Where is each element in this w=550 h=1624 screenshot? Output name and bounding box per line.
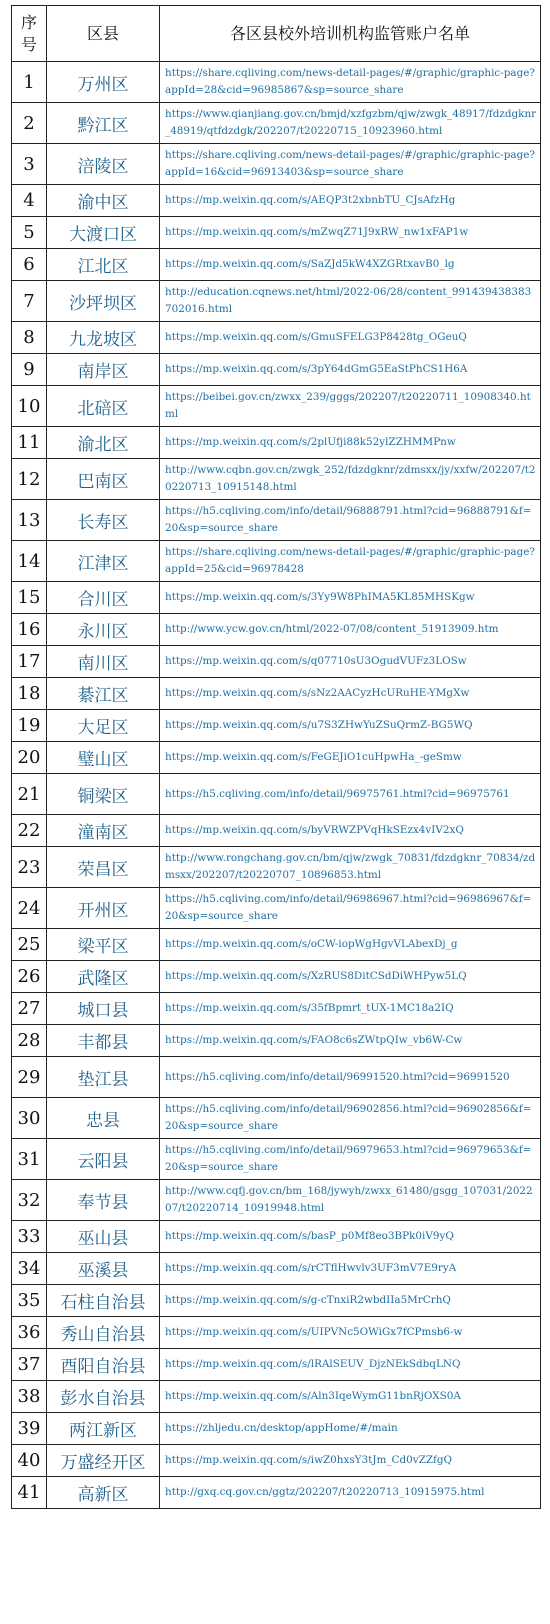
supervision-account-table-container [11,5,540,1509]
account-link[interactable]: https://h5.cqliving.com/info/detail/96991520.html?cid=96991520 [160,1057,541,1098]
table-row [12,742,541,774]
table-row [12,249,541,281]
table-row [12,500,541,541]
account-link[interactable]: https://mp.weixin.qq.com/s/q07710sU3OgudVUFz3LOSw [160,646,541,678]
table-row [12,1221,541,1253]
row-number: 23 [12,847,47,888]
district-name: 梁平区 [47,929,160,961]
table-row [12,710,541,742]
district-name: 丰都县 [47,1025,160,1057]
row-number: 38 [12,1381,47,1413]
district-name: 江北区 [47,249,160,281]
header-list: 各区县校外培训机构监管账户名单 [160,6,541,62]
table-row [12,1445,541,1477]
row-number: 22 [12,815,47,847]
table-row [12,582,541,614]
row-number: 29 [12,1057,47,1098]
district-name: 北碚区 [47,386,160,427]
account-link[interactable]: https://mp.weixin.qq.com/s/oCW-iopWgHgvVLAbexDj_g [160,929,541,961]
row-number: 18 [12,678,47,710]
district-name: 巫溪县 [47,1253,160,1285]
district-name: 沙坪坝区 [47,281,160,322]
table-row [12,459,541,500]
table-row [12,427,541,459]
account-link[interactable]: https://mp.weixin.qq.com/s/Aln3IqeWymG11bnRjOXS0A [160,1381,541,1413]
row-number: 40 [12,1445,47,1477]
district-name: 奉节县 [47,1180,160,1221]
account-link[interactable]: https://h5.cqliving.com/info/detail/96902856.html?cid=96902856&f=20&sp=source_share [160,1098,541,1139]
district-name: 长寿区 [47,500,160,541]
table-row [12,1317,541,1349]
district-name: 巫山县 [47,1221,160,1253]
table-row [12,386,541,427]
district-name: 垫江县 [47,1057,160,1098]
account-link[interactable]: http://www.cqfj.gov.cn/bm_168/jywyh/zwxx_61480/gsgg_107031/202207/t20220714_10919948.html [160,1180,541,1221]
district-name: 万州区 [47,62,160,103]
table-row [12,354,541,386]
table-row [12,1057,541,1098]
account-link[interactable]: https://zhljedu.cn/desktop/appHome/#/main [160,1413,541,1445]
district-name: 两江新区 [47,1413,160,1445]
account-link[interactable]: https://mp.weixin.qq.com/s/2plUfji88k52ylZZHMMPnw [160,427,541,459]
account-link[interactable]: https://mp.weixin.qq.com/s/iwZ0hxsY3tJm_Cd0vZZfgQ [160,1445,541,1477]
table-row [12,1349,541,1381]
row-number: 25 [12,929,47,961]
account-link[interactable]: https://mp.weixin.qq.com/s/lRAlSEUV_DjzNEkSdbqLNQ [160,1349,541,1381]
row-number: 28 [12,1025,47,1057]
row-number: 36 [12,1317,47,1349]
table-body [12,62,541,1509]
district-name: 石柱自治县 [47,1285,160,1317]
row-number: 12 [12,459,47,500]
table-row [12,1180,541,1221]
district-name: 万盛经开区 [47,1445,160,1477]
row-number: 10 [12,386,47,427]
account-link[interactable]: https://share.cqliving.com/news-detail-pages/#/graphic/graphic-page?appId=28&cid=96985867&sp=source_share [160,62,541,103]
district-name: 合川区 [47,582,160,614]
account-link[interactable]: https://mp.weixin.qq.com/s/sNz2AACyzHcURuHE-YMgXw [160,678,541,710]
table-row [12,646,541,678]
account-link[interactable]: http://education.cqnews.net/html/2022-06/28/content_991439438383702016.html [160,281,541,322]
row-number: 4 [12,185,47,217]
district-name: 武隆区 [47,961,160,993]
district-name: 巴南区 [47,459,160,500]
table-row [12,1413,541,1445]
table-row [12,103,541,144]
row-number: 8 [12,322,47,354]
account-link[interactable]: https://mp.weixin.qq.com/s/u7S3ZHwYuZSuQrmZ-BG5WQ [160,710,541,742]
table-row [12,1025,541,1057]
account-link[interactable]: https://mp.weixin.qq.com/s/GmuSFELG3P8428tg_OGeuQ [160,322,541,354]
table-row [12,847,541,888]
district-name: 江津区 [47,541,160,582]
account-link[interactable]: https://mp.weixin.qq.com/s/35fBpmrt_tUX-1MC18a2IQ [160,993,541,1025]
table-row [12,217,541,249]
table-row [12,1139,541,1180]
district-name: 大渡口区 [47,217,160,249]
district-name: 永川区 [47,614,160,646]
row-number: 20 [12,742,47,774]
table-row [12,322,541,354]
district-name: 璧山区 [47,742,160,774]
account-link[interactable]: https://h5.cqliving.com/info/detail/96975761.html?cid=96975761 [160,774,541,815]
table-row [12,185,541,217]
row-number: 21 [12,774,47,815]
district-name: 黔江区 [47,103,160,144]
account-link[interactable]: http://www.cqbn.gov.cn/zwgk_252/fdzdgknr/zdmsxx/jy/xxfw/202207/t20220713_10915148.html [160,459,541,500]
header-district: 区县 [47,6,160,62]
table-row [12,614,541,646]
row-number: 41 [12,1477,47,1509]
account-link[interactable]: https://mp.weixin.qq.com/s/FeGEJiO1cuHpwHa_-geSmw [160,742,541,774]
account-link[interactable]: https://mp.weixin.qq.com/s/AEQP3t2xbnbTU_CJsAfzHg [160,185,541,217]
row-number: 14 [12,541,47,582]
account-link[interactable]: https://beibei.gov.cn/zwxx_239/gggs/202207/t20220711_10908340.html [160,386,541,427]
account-link[interactable]: https://mp.weixin.qq.com/s/3Yy9W8PhIMA5KL85MHSKgw [160,582,541,614]
table-row [12,281,541,322]
row-number: 11 [12,427,47,459]
table-row [12,1285,541,1317]
row-number: 27 [12,993,47,1025]
row-number: 2 [12,103,47,144]
row-number: 39 [12,1413,47,1445]
table-row [12,678,541,710]
account-link[interactable]: https://mp.weixin.qq.com/s/3pY64dGmG5EaStPhCS1H6A [160,354,541,386]
district-name: 铜梁区 [47,774,160,815]
row-number: 19 [12,710,47,742]
account-link[interactable]: https://h5.cqliving.com/info/detail/96986967.html?cid=96986967&f=20&sp=source_share [160,888,541,929]
district-name: 彭水自治县 [47,1381,160,1413]
district-name: 荣昌区 [47,847,160,888]
account-link[interactable]: http://gxq.cq.gov.cn/ggtz/202207/t20220713_10915975.html [160,1477,541,1509]
table-row [12,888,541,929]
table-row [12,961,541,993]
table-header-row [12,6,541,62]
account-link[interactable]: https://mp.weixin.qq.com/s/SaZJd5kW4XZGRtxavB0_lg [160,249,541,281]
account-link[interactable]: https://h5.cqliving.com/info/detail/96979653.html?cid=96979653&f=20&sp=source_share [160,1139,541,1180]
district-name: 云阳县 [47,1139,160,1180]
supervision-account-table [11,5,541,1509]
account-link[interactable]: https://mp.weixin.qq.com/s/FAO8c6sZWtpQIw_vb6W-Cw [160,1025,541,1057]
district-name: 秀山自治县 [47,1317,160,1349]
table-row [12,1253,541,1285]
district-name: 綦江区 [47,678,160,710]
table-row [12,929,541,961]
row-number: 26 [12,961,47,993]
district-name: 开州区 [47,888,160,929]
district-name: 南岸区 [47,354,160,386]
district-name: 南川区 [47,646,160,678]
account-link[interactable]: https://mp.weixin.qq.com/s/basP_p0Mf8eo3BPk0iV9yQ [160,1221,541,1253]
district-name: 大足区 [47,710,160,742]
account-link[interactable]: https://h5.cqliving.com/info/detail/96888791.html?cid=96888791&f=20&sp=source_share [160,500,541,541]
district-name: 酉阳自治县 [47,1349,160,1381]
district-name: 九龙坡区 [47,322,160,354]
account-link[interactable]: https://mp.weixin.qq.com/s/g-cTnxiR2wbdIIa5MrCrhQ [160,1285,541,1317]
account-link[interactable]: http://www.rongchang.gov.cn/bm/qjw/zwgk_70831/fdzdgknr_70834/zdmsxx/202207/t20220707_10896853.html [160,847,541,888]
row-number: 13 [12,500,47,541]
row-number: 7 [12,281,47,322]
table-row [12,62,541,103]
district-name: 潼南区 [47,815,160,847]
account-link[interactable]: https://share.cqliving.com/news-detail-pages/#/graphic/graphic-page?appId=25&cid=96978428 [160,541,541,582]
row-number: 33 [12,1221,47,1253]
row-number: 3 [12,144,47,185]
district-name: 高新区 [47,1477,160,1509]
account-link[interactable]: https://www.qianjiang.gov.cn/bmjd/xzfgzbm/qjw/zwgk_48917/fdzdgknr_48919/qtfdzdgk/202207/t20220715_10923960.html [160,103,541,144]
row-number: 1 [12,62,47,103]
account-link[interactable]: https://mp.weixin.qq.com/s/byVRWZPVqHkSEzx4vIV2xQ [160,815,541,847]
row-number: 9 [12,354,47,386]
account-link[interactable]: http://www.ycw.gov.cn/html/2022-07/08/content_51913909.htm [160,614,541,646]
row-number: 35 [12,1285,47,1317]
row-number: 37 [12,1349,47,1381]
row-number: 31 [12,1139,47,1180]
row-number: 5 [12,217,47,249]
table-row [12,1477,541,1509]
district-name: 渝北区 [47,427,160,459]
table-row [12,1098,541,1139]
account-link[interactable]: https://mp.weixin.qq.com/s/mZwqZ71J9xRW_nw1xFAP1w [160,217,541,249]
table-row [12,1381,541,1413]
table-row [12,774,541,815]
district-name: 涪陵区 [47,144,160,185]
header-no: 序号 [12,6,47,62]
table-row [12,815,541,847]
row-number: 6 [12,249,47,281]
row-number: 24 [12,888,47,929]
row-number: 17 [12,646,47,678]
table-row [12,144,541,185]
account-link[interactable]: https://share.cqliving.com/news-detail-pages/#/graphic/graphic-page?appId=16&cid=96913403&sp=source_share [160,144,541,185]
row-number: 32 [12,1180,47,1221]
account-link[interactable]: https://mp.weixin.qq.com/s/UIPVNc5OWiGx7fCPmsb6-w [160,1317,541,1349]
row-number: 30 [12,1098,47,1139]
account-link[interactable]: https://mp.weixin.qq.com/s/XzRUS8DitCSdDiWHPyw5LQ [160,961,541,993]
row-number: 34 [12,1253,47,1285]
row-number: 16 [12,614,47,646]
table-row [12,541,541,582]
district-name: 城口县 [47,993,160,1025]
district-name: 忠县 [47,1098,160,1139]
table-row [12,993,541,1025]
district-name: 渝中区 [47,185,160,217]
row-number: 15 [12,582,47,614]
account-link[interactable]: https://mp.weixin.qq.com/s/rCTflHwvlv3UF3mV7E9ryA [160,1253,541,1285]
